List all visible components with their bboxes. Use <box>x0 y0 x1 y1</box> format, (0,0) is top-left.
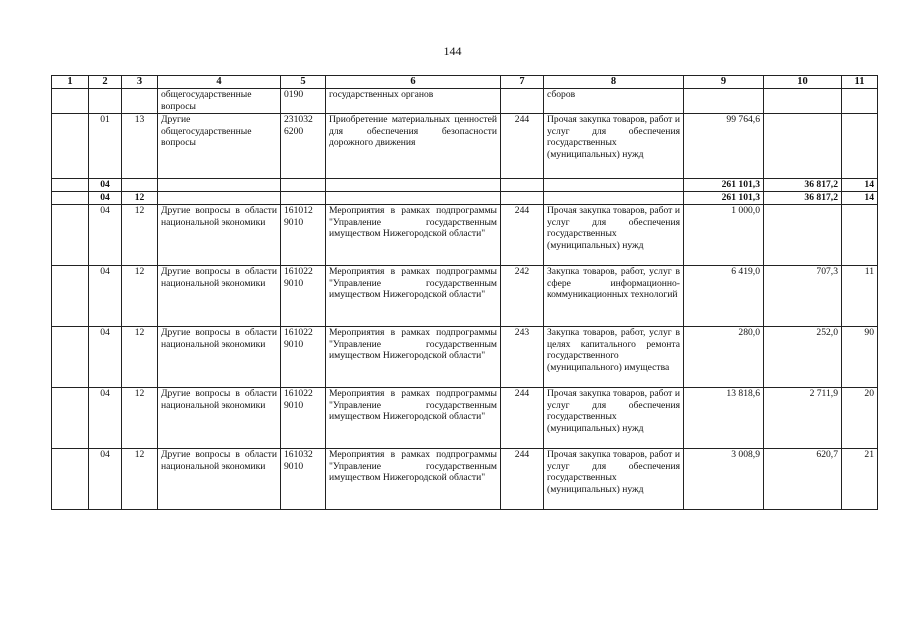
cell-plan: 99 764,6 <box>684 114 764 179</box>
col-header-10: 10 <box>764 76 842 89</box>
cell-code <box>281 179 326 192</box>
page-number: 144 <box>443 44 462 58</box>
table-row <box>52 327 878 388</box>
cell-measure: Мероприятия в рамках подпрограммы "Управление государственным имуществом Нижегородской области" <box>326 388 501 449</box>
cell-razdel: 04 <box>89 449 122 510</box>
cell-name: Другие вопросы в области национальной экономики <box>158 266 281 327</box>
cell-vid-name: Прочая закупка товаров, работ и услуг для обеспечения государственных (муниципальных) нужд <box>544 205 684 266</box>
cell-razdel: 04 <box>89 192 122 205</box>
cell-razdel: 04 <box>89 205 122 266</box>
budget-table <box>51 75 878 510</box>
table-row <box>52 449 878 510</box>
cell-measure: Мероприятия в рамках подпрограммы "Управление государственным имуществом Нижегородской области" <box>326 327 501 388</box>
table-row <box>52 205 878 266</box>
cell-vid: 242 <box>501 266 544 327</box>
cell-code: 161022 9010 <box>281 327 326 388</box>
cell-percent: 20 <box>842 388 878 449</box>
cell-podrazdel: 12 <box>122 266 158 327</box>
cell-code: 161032 9010 <box>281 449 326 510</box>
col-header-5: 5 <box>281 76 326 89</box>
cell-name: Другие общегосударственные вопросы <box>158 114 281 179</box>
cell-code: 161012 9010 <box>281 205 326 266</box>
cell-section <box>52 192 89 205</box>
cell-plan: 261 101,3 <box>684 192 764 205</box>
cell-razdel: 01 <box>89 114 122 179</box>
cell-measure: государственных органов <box>326 89 501 114</box>
cell-section <box>52 89 89 114</box>
header-row <box>52 76 878 89</box>
cell-percent <box>842 205 878 266</box>
col-header-4: 4 <box>158 76 281 89</box>
col-header-6: 6 <box>326 76 501 89</box>
cell-razdel: 04 <box>89 266 122 327</box>
cell-name <box>158 179 281 192</box>
cell-name: Другие вопросы в области национальной экономики <box>158 449 281 510</box>
cell-vid-name: Закупка товаров, работ, услуг в сфере информационно-коммуникационных технологий <box>544 266 684 327</box>
cell-name: Другие вопросы в области национальной экономики <box>158 327 281 388</box>
cell-podrazdel: 12 <box>122 449 158 510</box>
cell-fact: 36 817,2 <box>764 192 842 205</box>
cell-podrazdel: 12 <box>122 192 158 205</box>
cell-vid <box>501 192 544 205</box>
table-row <box>52 114 878 179</box>
cell-podrazdel <box>122 89 158 114</box>
col-header-9: 9 <box>684 76 764 89</box>
cell-vid-name <box>544 179 684 192</box>
cell-plan: 13 818,6 <box>684 388 764 449</box>
total-row <box>52 192 878 205</box>
cell-measure <box>326 179 501 192</box>
cell-name <box>158 192 281 205</box>
cell-code: 231032 6200 <box>281 114 326 179</box>
col-header-1: 1 <box>52 76 89 89</box>
cell-vid-name: сборов <box>544 89 684 114</box>
cell-podrazdel: 12 <box>122 205 158 266</box>
cell-measure: Мероприятия в рамках подпрограммы "Управление государственным имуществом Нижегородской области" <box>326 205 501 266</box>
cell-vid: 244 <box>501 114 544 179</box>
cell-vid-name <box>544 192 684 205</box>
cell-vid-name: Прочая закупка товаров, работ и услуг для обеспечения государственных (муниципальных) нужд <box>544 114 684 179</box>
cell-code: 0190 <box>281 89 326 114</box>
cell-vid <box>501 179 544 192</box>
cell-fact <box>764 114 842 179</box>
cell-podrazdel: 13 <box>122 114 158 179</box>
cell-vid <box>501 89 544 114</box>
cell-section <box>52 179 89 192</box>
cell-name: общегосударственные вопросы <box>158 89 281 114</box>
cell-fact: 707,3 <box>764 266 842 327</box>
cell-fact <box>764 89 842 114</box>
cell-percent: 90 <box>842 327 878 388</box>
cell-measure: Приобретение материальных ценностей для обеспечения безопасности дорожного движения <box>326 114 501 179</box>
table-row <box>52 266 878 327</box>
col-header-3: 3 <box>122 76 158 89</box>
cell-podrazdel: 12 <box>122 388 158 449</box>
cell-name: Другие вопросы в области национальной экономики <box>158 205 281 266</box>
cell-measure: Мероприятия в рамках подпрограммы "Управление государственным имуществом Нижегородской области" <box>326 266 501 327</box>
cell-plan: 6 419,0 <box>684 266 764 327</box>
total-row <box>52 179 878 192</box>
col-header-8: 8 <box>544 76 684 89</box>
cell-vid-name: Закупка товаров, работ, услуг в целях капитального ремонта государственного (муниципального) имущества <box>544 327 684 388</box>
cell-percent: 11 <box>842 266 878 327</box>
cell-percent: 21 <box>842 449 878 510</box>
cell-vid: 244 <box>501 388 544 449</box>
cell-podrazdel <box>122 179 158 192</box>
cell-name: Другие вопросы в области национальной экономики <box>158 388 281 449</box>
cell-plan: 280,0 <box>684 327 764 388</box>
cell-fact: 36 817,2 <box>764 179 842 192</box>
cell-fact: 620,7 <box>764 449 842 510</box>
cell-vid-name: Прочая закупка товаров, работ и услуг для обеспечения государственных (муниципальных) нужд <box>544 388 684 449</box>
cell-percent: 14 <box>842 179 878 192</box>
cell-section <box>52 449 89 510</box>
cell-fact <box>764 205 842 266</box>
col-header-11: 11 <box>842 76 878 89</box>
cell-podrazdel: 12 <box>122 327 158 388</box>
cell-vid: 243 <box>501 327 544 388</box>
cell-plan <box>684 89 764 114</box>
cell-razdel <box>89 89 122 114</box>
cell-fact: 2 711,9 <box>764 388 842 449</box>
cell-section <box>52 388 89 449</box>
cell-code: 161022 9010 <box>281 266 326 327</box>
cell-razdel: 04 <box>89 327 122 388</box>
cell-measure: Мероприятия в рамках подпрограммы "Управление государственным имуществом Нижегородской области" <box>326 449 501 510</box>
cell-percent: 14 <box>842 192 878 205</box>
cell-fact: 252,0 <box>764 327 842 388</box>
cell-measure <box>326 192 501 205</box>
cell-plan: 1 000,0 <box>684 205 764 266</box>
table-row <box>52 89 878 114</box>
cell-plan: 3 008,9 <box>684 449 764 510</box>
cell-razdel: 04 <box>89 388 122 449</box>
cell-section <box>52 114 89 179</box>
table-row <box>52 388 878 449</box>
cell-code: 161022 9010 <box>281 388 326 449</box>
cell-vid: 244 <box>501 205 544 266</box>
cell-vid: 244 <box>501 449 544 510</box>
col-header-2: 2 <box>89 76 122 89</box>
col-header-7: 7 <box>501 76 544 89</box>
cell-percent <box>842 89 878 114</box>
cell-section <box>52 327 89 388</box>
cell-section <box>52 205 89 266</box>
cell-razdel: 04 <box>89 179 122 192</box>
cell-percent <box>842 114 878 179</box>
cell-section <box>52 266 89 327</box>
cell-code <box>281 192 326 205</box>
cell-vid-name: Прочая закупка товаров, работ и услуг для обеспечения государственных (муниципальных) нужд <box>544 449 684 510</box>
cell-plan: 261 101,3 <box>684 179 764 192</box>
